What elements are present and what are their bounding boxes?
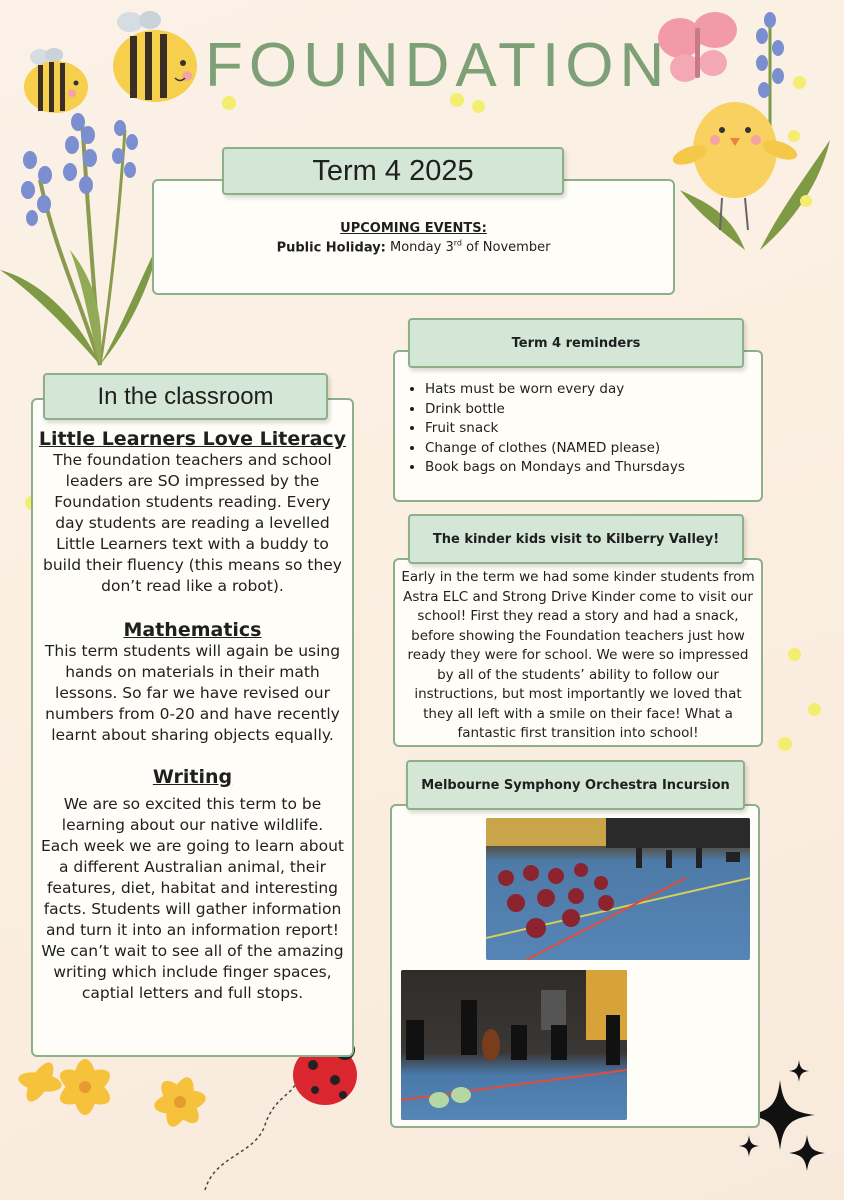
public-holiday-line — [154, 239, 673, 255]
kinder-visit-tab: The kinder kids visit to Kilberry Valley! — [408, 514, 744, 564]
literacy-heading: Little Learners Love Literacy — [38, 428, 347, 450]
mathematics-body: This term students will again be using hands on materials in their math lessons. So far we have revised our numbers from 0-20 and have recently learnt about sharing objects equally. — [44, 642, 341, 744]
upcoming-events-box — [152, 179, 675, 295]
reminders-tab: Term 4 reminders — [408, 318, 744, 368]
list-item: • Change of clothes (NAMED please) — [425, 439, 761, 459]
reminders-list — [395, 380, 761, 478]
list-item: • Drink bottle — [425, 400, 761, 420]
decorative-dot — [788, 130, 800, 142]
orchestra-photo-students — [486, 818, 750, 960]
kinder-visit-body: Early in the term we had some kinder students from Astra ELC and Strong Drive Kinder come to visit our school! First they read a story and had a snack, before showing the Foundation teachers just how ready they were for school. We were so impressed by all of the students’ ability to follow our instructions, but most importantly we loved that they all left with a smile on their face! What a fantastic first transition into school! — [401, 569, 755, 741]
page-title: FOUNDATION — [205, 31, 671, 100]
decorative-dot — [778, 737, 792, 751]
term-label-tab: Term 4 2025 — [222, 147, 564, 195]
orchestra-photo-musicians — [401, 970, 627, 1120]
decorative-dot — [808, 703, 821, 716]
list-item: • Book bags on Mondays and Thursdays — [425, 458, 761, 478]
decorative-dot — [800, 195, 812, 207]
classroom-box — [31, 398, 354, 1057]
writing-heading: Writing — [152, 766, 233, 788]
bee-small-illustration — [18, 45, 93, 120]
ladybug-illustration — [195, 1035, 375, 1195]
bluebell-flowers-left-illustration — [0, 100, 170, 370]
list-item: • Fruit snack — [425, 419, 761, 439]
public-holiday-date: Monday 3rd of November — [390, 239, 551, 256]
writing-body: We are so excited this term to be learning about our native wildlife. Each week we are going to learn about a different Australian animal, their features, diet, habitat and interesting facts. Students will gather information and turn it into an information report! We can’t wait to see all of the amazing writing which include finger spaces, captial letters and full stops. — [41, 795, 344, 1002]
classroom-tab: In the classroom — [43, 373, 328, 420]
orchestra-tab: Melbourne Symphony Orchestra Incursion — [406, 760, 745, 810]
decorative-dot — [788, 648, 801, 661]
list-item: • Hats must be worn every day — [425, 380, 761, 400]
yellow-flowers-illustration — [10, 1052, 225, 1147]
upcoming-events-heading: UPCOMING EVENTS: — [340, 221, 487, 236]
chick-illustration — [660, 90, 835, 250]
mathematics-heading: Mathematics — [123, 619, 262, 641]
kinder-visit-box — [393, 558, 763, 747]
bee-large-illustration — [105, 8, 200, 108]
decorative-dot — [793, 76, 806, 89]
decorative-dot — [472, 100, 485, 113]
public-holiday-label: Public Holiday: — [276, 240, 386, 256]
orchestra-box — [390, 804, 760, 1128]
literacy-body: The foundation teachers and school leaders are SO impressed by the Foundation students reading. Every day students are reading a levelled Little Learners text with a buddy to build their fluency (this means so they don’t read like a robot). — [43, 451, 342, 595]
reminders-box — [393, 350, 763, 502]
